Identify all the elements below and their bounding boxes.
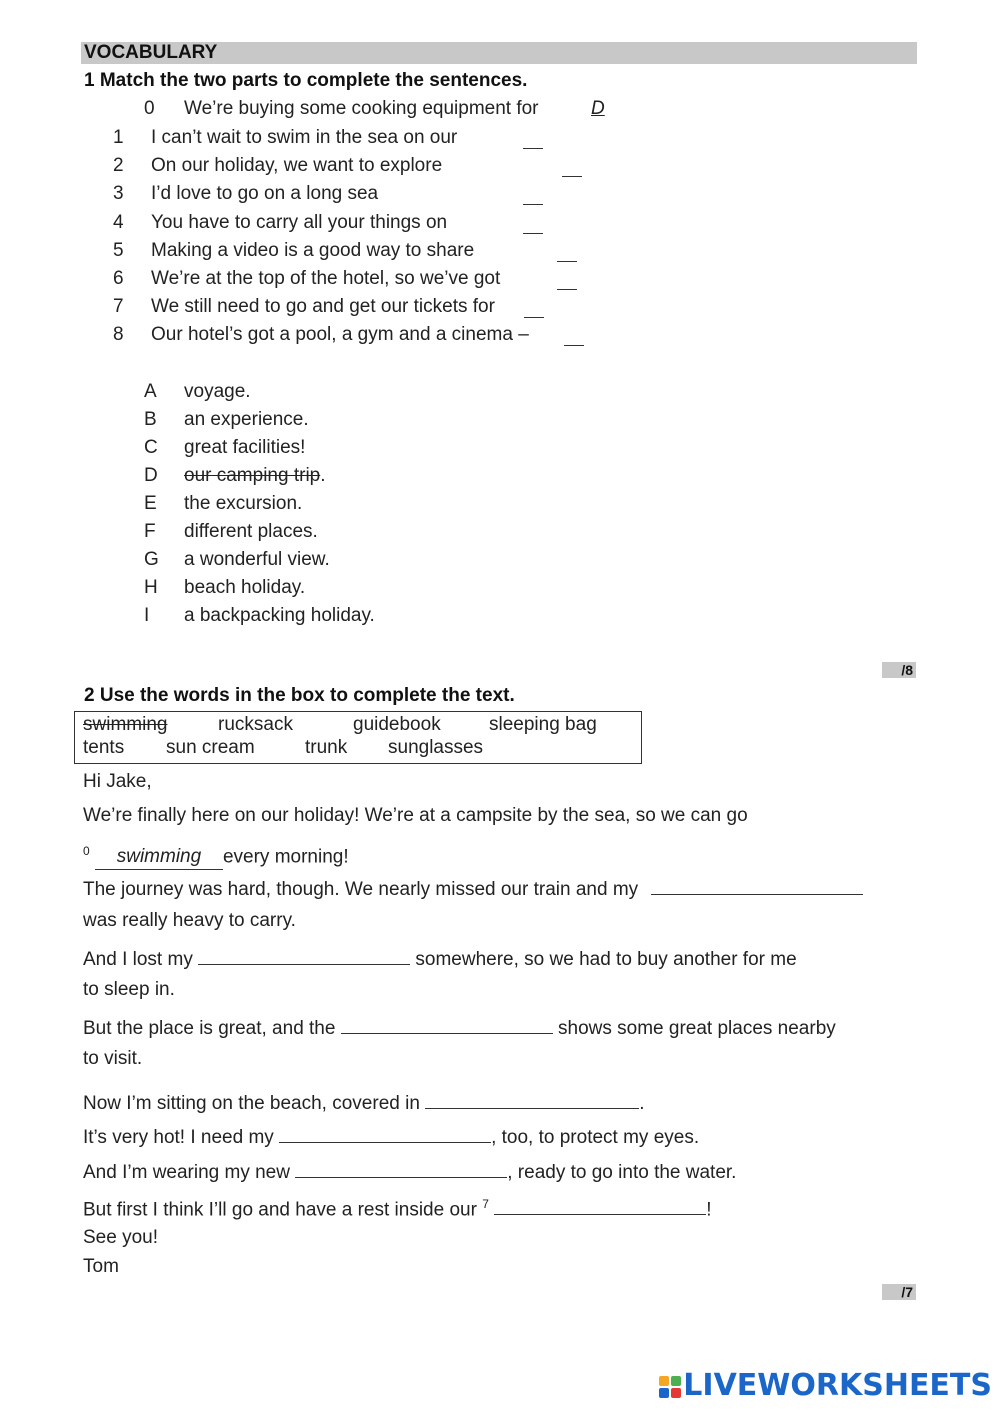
gap-blank-3[interactable] bbox=[341, 1013, 553, 1034]
sentence-text: On our holiday, we want to explore bbox=[151, 155, 443, 176]
sentence-number: 7 bbox=[113, 296, 124, 317]
answer-blank-4[interactable] bbox=[523, 213, 543, 234]
sentence-text: You have to carry all your things on bbox=[151, 212, 448, 233]
example-answer: D bbox=[591, 98, 605, 119]
sentence-number: 5 bbox=[113, 240, 124, 261]
sentence-text: I can’t wait to swim in the sea on our bbox=[151, 127, 458, 148]
option-suffix: . bbox=[320, 465, 326, 486]
option-text: a wonderful view. bbox=[184, 549, 330, 570]
word-box-item: sunglasses bbox=[388, 737, 484, 758]
answer-blank-7[interactable] bbox=[524, 297, 544, 318]
exercise2-instruction: 2 Use the words in the box to complete the text. bbox=[84, 685, 515, 706]
letter-line bbox=[83, 1122, 699, 1150]
letter-text: somewhere, so we had to buy another for me bbox=[415, 949, 797, 970]
letter-text: , too, to protect my eyes. bbox=[491, 1127, 700, 1148]
letter-text: Now I’m sitting on the beach, covered in bbox=[83, 1093, 420, 1114]
word-box-item: sleeping bag bbox=[489, 714, 597, 735]
letter-text: , ready to go into the water. bbox=[507, 1162, 737, 1183]
sentence-number: 2 bbox=[113, 155, 124, 176]
letter-text: But first I think I’ll go and have a rest inside our bbox=[83, 1199, 477, 1221]
sentence-number: 8 bbox=[113, 324, 124, 345]
exercise1-instruction: 1 Match the two parts to complete the sentences. bbox=[84, 70, 528, 91]
option-letter: G bbox=[144, 549, 159, 570]
gap-blank-1[interactable] bbox=[651, 874, 863, 895]
exercise1-score: /8 bbox=[882, 662, 916, 678]
sentence-text: We’re at the top of the hotel, so we’ve got bbox=[151, 268, 501, 289]
sentence-number: 4 bbox=[113, 212, 124, 233]
letter-text: It’s very hot! I need my bbox=[83, 1127, 274, 1148]
logo-text: LIVEWORKSHEETS bbox=[683, 1368, 992, 1403]
logo-icon bbox=[659, 1376, 681, 1398]
letter-greeting: Hi Jake, bbox=[83, 771, 152, 792]
sentence-text: Making a video is a good way to share bbox=[151, 240, 475, 261]
liveworksheets-logo bbox=[659, 1368, 992, 1403]
sentence-number: 6 bbox=[113, 268, 124, 289]
word-box-item: guidebook bbox=[353, 714, 441, 735]
word-box-item: tents bbox=[83, 737, 125, 758]
option-text: different places. bbox=[184, 521, 318, 542]
gap-blank-7[interactable] bbox=[494, 1194, 706, 1215]
letter-line: to sleep in. bbox=[83, 979, 175, 1000]
gap-blank-4[interactable] bbox=[425, 1088, 639, 1109]
option-text: voyage. bbox=[184, 381, 251, 402]
gap-number: 7 bbox=[482, 1197, 489, 1211]
letter-line bbox=[83, 874, 863, 902]
example-sentence: We’re buying some cooking equipment for bbox=[184, 98, 539, 119]
sentence-text: Our hotel’s got a pool, a gym and a cinema – bbox=[151, 324, 529, 345]
letter-text: But the place is great, and the bbox=[83, 1018, 336, 1039]
letter-text: And I’m wearing my new bbox=[83, 1162, 290, 1183]
option-letter: H bbox=[144, 577, 158, 598]
sentence-text: We still need to go and get our tickets for bbox=[151, 296, 495, 317]
letter-text: shows some great places nearby bbox=[558, 1018, 836, 1039]
letter-text: And I lost my bbox=[83, 949, 193, 970]
option-letter: B bbox=[144, 409, 157, 430]
option-text-struck bbox=[184, 464, 326, 488]
word-box-item: rucksack bbox=[218, 714, 293, 735]
option-letter: F bbox=[144, 521, 156, 542]
option-letter: E bbox=[144, 493, 157, 514]
letter-line: was really heavy to carry. bbox=[83, 910, 296, 931]
word-box-item: sun cream bbox=[166, 737, 255, 758]
struck-text: our camping trip bbox=[184, 465, 321, 486]
option-text: beach holiday. bbox=[184, 577, 306, 598]
option-text: an experience. bbox=[184, 409, 309, 430]
answer-blank-3[interactable] bbox=[523, 184, 543, 205]
gap-blank-5[interactable] bbox=[279, 1122, 491, 1143]
letter-line: to visit. bbox=[83, 1048, 143, 1069]
letter-line bbox=[83, 839, 349, 870]
option-letter: C bbox=[144, 437, 158, 458]
option-letter: A bbox=[144, 381, 157, 402]
letter-name: Tom bbox=[83, 1256, 119, 1277]
sentence-text: I’d love to go on a long sea bbox=[151, 183, 379, 204]
answer-blank-2[interactable] bbox=[562, 156, 582, 177]
gap-number: 0 bbox=[83, 844, 90, 858]
option-text: the excursion. bbox=[184, 493, 303, 514]
word-box-item: swimming bbox=[83, 714, 168, 735]
answer-blank-8[interactable] bbox=[564, 325, 584, 346]
section-title: VOCABULARY bbox=[84, 42, 218, 63]
letter-line bbox=[83, 944, 797, 972]
sentence-number: 3 bbox=[113, 183, 124, 204]
gap-blank-6[interactable] bbox=[295, 1157, 507, 1178]
sentence-number: 1 bbox=[113, 127, 124, 148]
example-number: 0 bbox=[144, 98, 155, 119]
word-box-item: trunk bbox=[305, 737, 348, 758]
option-text: great facilities! bbox=[184, 437, 306, 458]
option-letter: D bbox=[144, 465, 158, 486]
answer-blank-6[interactable] bbox=[557, 269, 577, 290]
option-text: a backpacking holiday. bbox=[184, 605, 375, 626]
letter-text: ! bbox=[706, 1199, 712, 1221]
exercise2-score: /7 bbox=[882, 1284, 916, 1300]
letter-line bbox=[83, 1157, 736, 1185]
answer-blank-5[interactable] bbox=[557, 241, 577, 262]
answer-blank-1[interactable] bbox=[523, 128, 543, 149]
letter-text: . bbox=[639, 1093, 645, 1114]
option-letter: I bbox=[144, 605, 150, 626]
letter-text: The journey was hard, though. We nearly missed our train and my bbox=[83, 879, 639, 900]
letter-line bbox=[83, 1192, 711, 1222]
letter-signoff: See you! bbox=[83, 1227, 158, 1248]
gap-blank-2[interactable] bbox=[198, 944, 410, 965]
example-gap-answer: swimming bbox=[95, 845, 223, 870]
letter-line bbox=[83, 1013, 836, 1041]
letter-line bbox=[83, 1088, 644, 1116]
letter-line: We’re finally here on our holiday! We’re at a campsite by the sea, so we can go bbox=[83, 805, 748, 826]
letter-text: every morning! bbox=[222, 846, 349, 868]
